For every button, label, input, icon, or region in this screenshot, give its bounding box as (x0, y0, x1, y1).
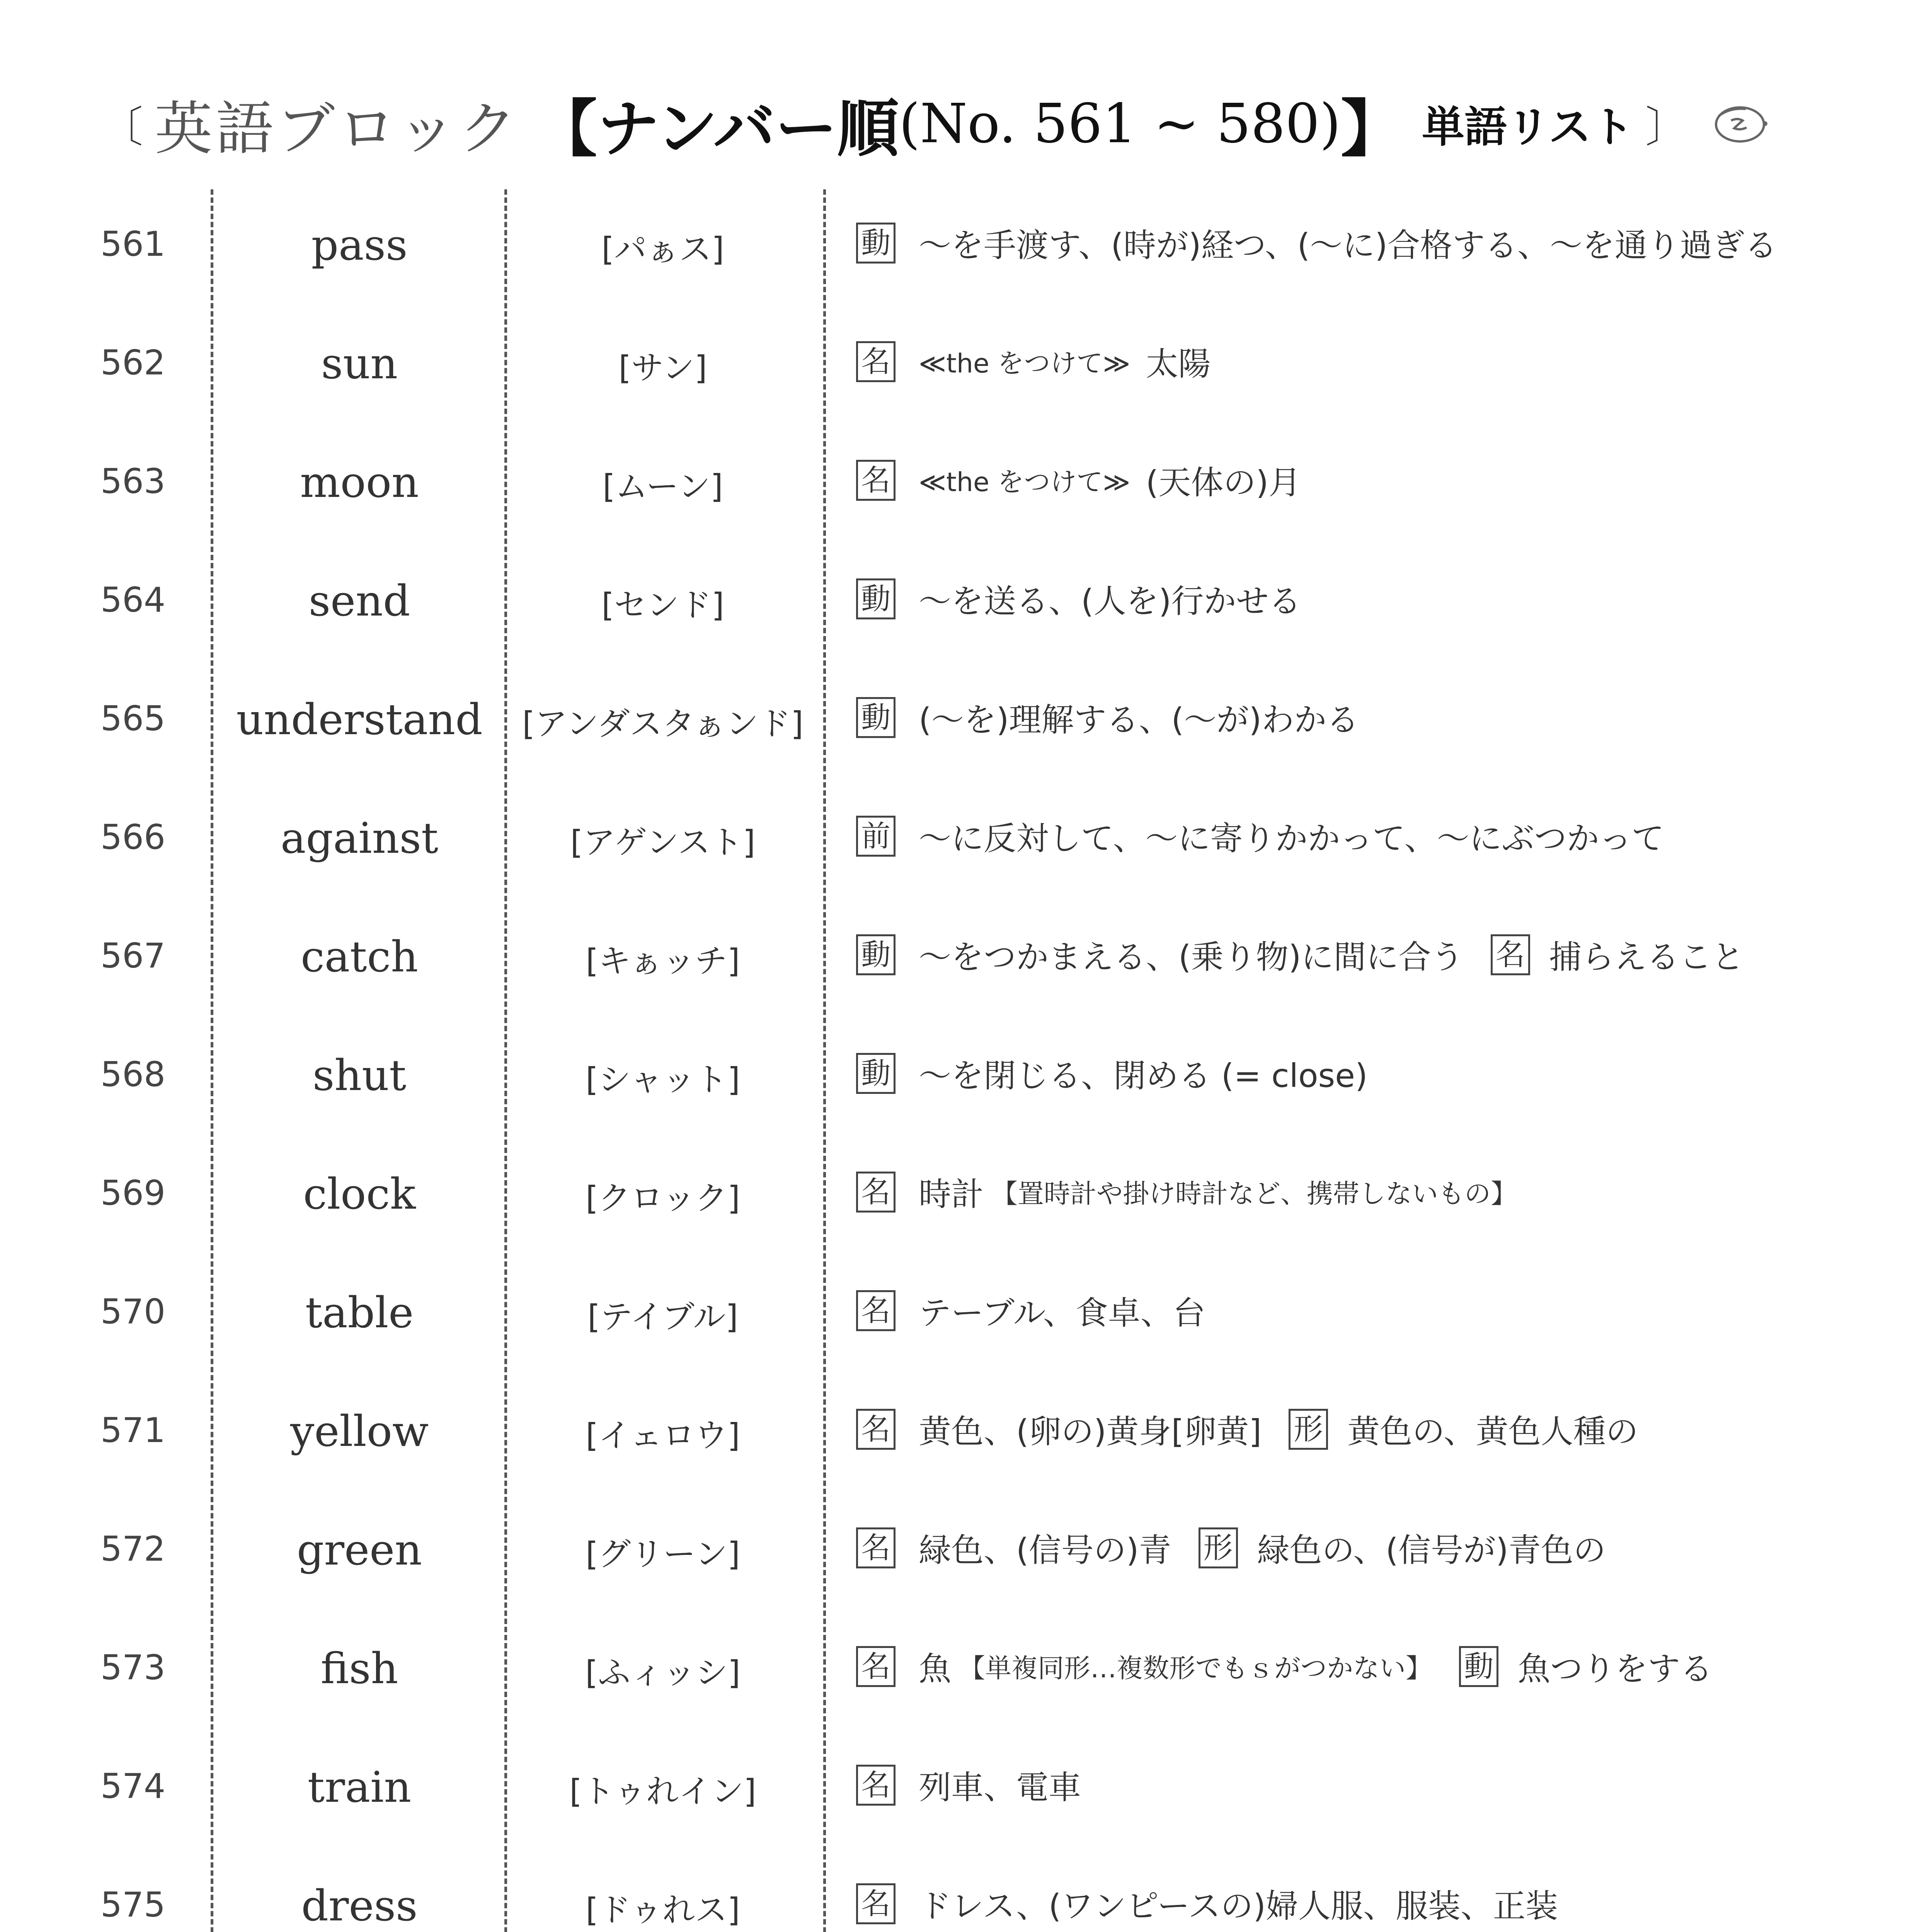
part-of-speech-badge: 名 (856, 1527, 896, 1568)
meaning-cell (856, 1168, 1880, 1215)
entry-number: 565 (100, 699, 165, 738)
pronunciation: [サン] (618, 349, 707, 387)
pronunciation: [アゲンスト] (570, 823, 756, 861)
pronunciation: [キぁッチ] (586, 942, 740, 980)
english-word: against (280, 813, 439, 863)
part-of-speech-badge: 名 (856, 1290, 896, 1331)
page-title: 【ナンバー順 (535, 93, 899, 165)
english-word: clock (303, 1169, 416, 1219)
part-of-speech-badge: 動 (856, 934, 896, 975)
meaning-cell (856, 575, 1880, 622)
pronunciation: [センド] (601, 586, 724, 624)
meaning-text-secondary: 緑色の、(信号が)青色の (1257, 1531, 1606, 1569)
part-of-speech-badge-secondary: 形 (1289, 1409, 1328, 1450)
meaning-text: ～を手渡す、(時が)経つ、(～に)合格する、～を通り過ぎる (919, 226, 1777, 264)
table-row (0, 1494, 1917, 1610)
part-of-speech-badge: 名 (856, 341, 896, 382)
title-range: (No. 561 ~ 580) (899, 92, 1341, 155)
english-word: understand (236, 695, 483, 744)
table-row (0, 308, 1917, 424)
entry-number: 574 (100, 1766, 165, 1806)
part-of-speech-badge-secondary: 名 (1491, 934, 1530, 975)
entry-number: 569 (100, 1173, 165, 1213)
entry-number: 571 (100, 1410, 165, 1450)
entry-number: 568 (100, 1054, 165, 1094)
meaning-text-secondary: 魚つりをする (1518, 1650, 1713, 1688)
meaning-text: ～に反対して、～に寄りかかって、～にぶつかって (919, 820, 1664, 857)
entry-number: 570 (100, 1292, 165, 1332)
meaning-text: ～をつかまえる、(乗り物)に間に合う (919, 938, 1464, 976)
english-word: fish (320, 1644, 398, 1693)
pronunciation: [シャット] (586, 1061, 740, 1099)
table-row (0, 1138, 1917, 1254)
meaning-cell (856, 1643, 1880, 1690)
part-of-speech-badge: 動 (856, 1053, 896, 1094)
meaning-text: ～を送る、(人を)行かせる (919, 582, 1301, 620)
table-row (0, 901, 1917, 1017)
usage-note: ≪the をつけて≫ (919, 467, 1130, 498)
pronunciation: [クロック] (586, 1179, 740, 1217)
usage-note: 【単複同形…複数形でもｓがつかない】 (959, 1653, 1432, 1684)
page-title-close: 】 (1341, 93, 1403, 165)
english-word: table (305, 1288, 414, 1337)
meaning-text: 魚 (919, 1650, 952, 1688)
table-row (0, 1850, 1917, 1932)
part-of-speech-badge: 動 (856, 697, 896, 738)
meaning-cell (856, 694, 1880, 741)
brand-logo: 英語ブロック (155, 95, 520, 163)
meaning-text: ～を閉じる、閉める (= close) (919, 1057, 1368, 1095)
table-row (0, 1731, 1917, 1847)
meaning-cell (856, 1762, 1880, 1808)
entry-number: 572 (100, 1529, 165, 1569)
entry-number: 566 (100, 817, 165, 857)
page-header (89, 66, 1867, 182)
english-word: green (296, 1525, 422, 1575)
meaning-cell (856, 931, 1880, 978)
english-word: dress (301, 1881, 418, 1930)
table-row (0, 1613, 1917, 1729)
part-of-speech-badge: 動 (856, 578, 896, 619)
table-row (0, 545, 1917, 661)
part-of-speech-badge: 名 (856, 1646, 896, 1687)
english-word: catch (301, 932, 418, 981)
pronunciation: [テイブル] (587, 1298, 738, 1336)
meaning-cell (856, 219, 1880, 266)
usage-note: ≪the をつけて≫ (919, 349, 1130, 379)
part-of-speech-badge: 名 (856, 1765, 896, 1806)
english-word: yellow (290, 1406, 429, 1456)
part-of-speech-badge: 名 (856, 460, 896, 501)
meaning-text: ドレス、(ワンピースの)婦人服、服装、正装 (919, 1887, 1558, 1925)
usage-note: 【置時計や掛け時計など、携帯しないもの】 (991, 1179, 1517, 1209)
entry-number: 573 (100, 1648, 165, 1687)
table-row (0, 664, 1917, 780)
english-word: pass (311, 220, 408, 270)
meaning-text-secondary: 捕らえること (1549, 938, 1744, 976)
meaning-text: (天体の)月 (1146, 464, 1301, 502)
entry-number: 575 (100, 1885, 165, 1925)
part-of-speech-badge: 名 (856, 1172, 896, 1213)
meaning-cell (856, 1406, 1880, 1452)
entry-number: 562 (100, 343, 165, 383)
pronunciation: [ムーン] (603, 468, 723, 505)
entry-number: 567 (100, 936, 165, 976)
entry-number: 561 (100, 224, 165, 264)
meaning-text: テーブル、食卓、台 (919, 1294, 1205, 1332)
english-word: moon (300, 457, 419, 507)
table-row (0, 1376, 1917, 1492)
pronunciation: [トゥれイン] (569, 1772, 756, 1810)
meaning-cell (856, 457, 1880, 503)
pronunciation: [グリーン] (586, 1535, 740, 1573)
pronunciation: [イェロウ] (586, 1417, 740, 1454)
meaning-cell (856, 338, 1880, 385)
pronunciation: [アンダスタぁンド] (522, 705, 804, 743)
entry-number: 563 (100, 461, 165, 501)
english-word: shut (312, 1051, 407, 1100)
english-word: train (307, 1762, 412, 1812)
part-of-speech-badge: 名 (856, 1409, 896, 1450)
part-of-speech-badge-secondary: 形 (1199, 1527, 1238, 1568)
meaning-text: 黄色、(卵の)黄身[卵黄] (919, 1413, 1262, 1451)
page-subtitle: 単語リスト (1422, 102, 1634, 152)
part-of-speech-badge: 前 (856, 816, 896, 857)
entry-number: 564 (100, 580, 165, 620)
english-word: sun (321, 339, 398, 388)
header-bracket-close: 〕 (1645, 102, 1688, 152)
meaning-cell (856, 1880, 1880, 1927)
mascot-face-icon (1707, 100, 1773, 147)
header-bracket-open: 〔 (100, 102, 143, 152)
table-row (0, 1020, 1917, 1136)
part-of-speech-badge-secondary: 動 (1459, 1646, 1498, 1687)
meaning-cell (856, 1524, 1880, 1571)
table-row (0, 189, 1917, 305)
meaning-text: 太陽 (1146, 345, 1211, 383)
pronunciation: [ふィッシ] (585, 1654, 741, 1692)
table-row (0, 427, 1917, 543)
meaning-text-secondary: 黄色の、黄色人種の (1347, 1413, 1638, 1451)
pronunciation: [パぁス] (601, 230, 724, 268)
meaning-text: 時計 (919, 1175, 984, 1213)
part-of-speech-badge: 動 (856, 223, 896, 264)
english-word: send (308, 576, 410, 626)
meaning-cell (856, 1287, 1880, 1334)
meaning-text: (～を)理解する、(～が)わかる (919, 701, 1359, 739)
meaning-text: 列車、電車 (919, 1769, 1081, 1806)
meaning-cell (856, 1050, 1880, 1097)
part-of-speech-badge: 名 (856, 1883, 896, 1924)
table-row (0, 782, 1917, 898)
table-row (0, 1257, 1917, 1373)
meaning-text: 緑色、(信号の)青 (919, 1531, 1171, 1569)
meaning-cell (856, 813, 1880, 859)
pronunciation: [ドゥれス] (586, 1891, 740, 1929)
